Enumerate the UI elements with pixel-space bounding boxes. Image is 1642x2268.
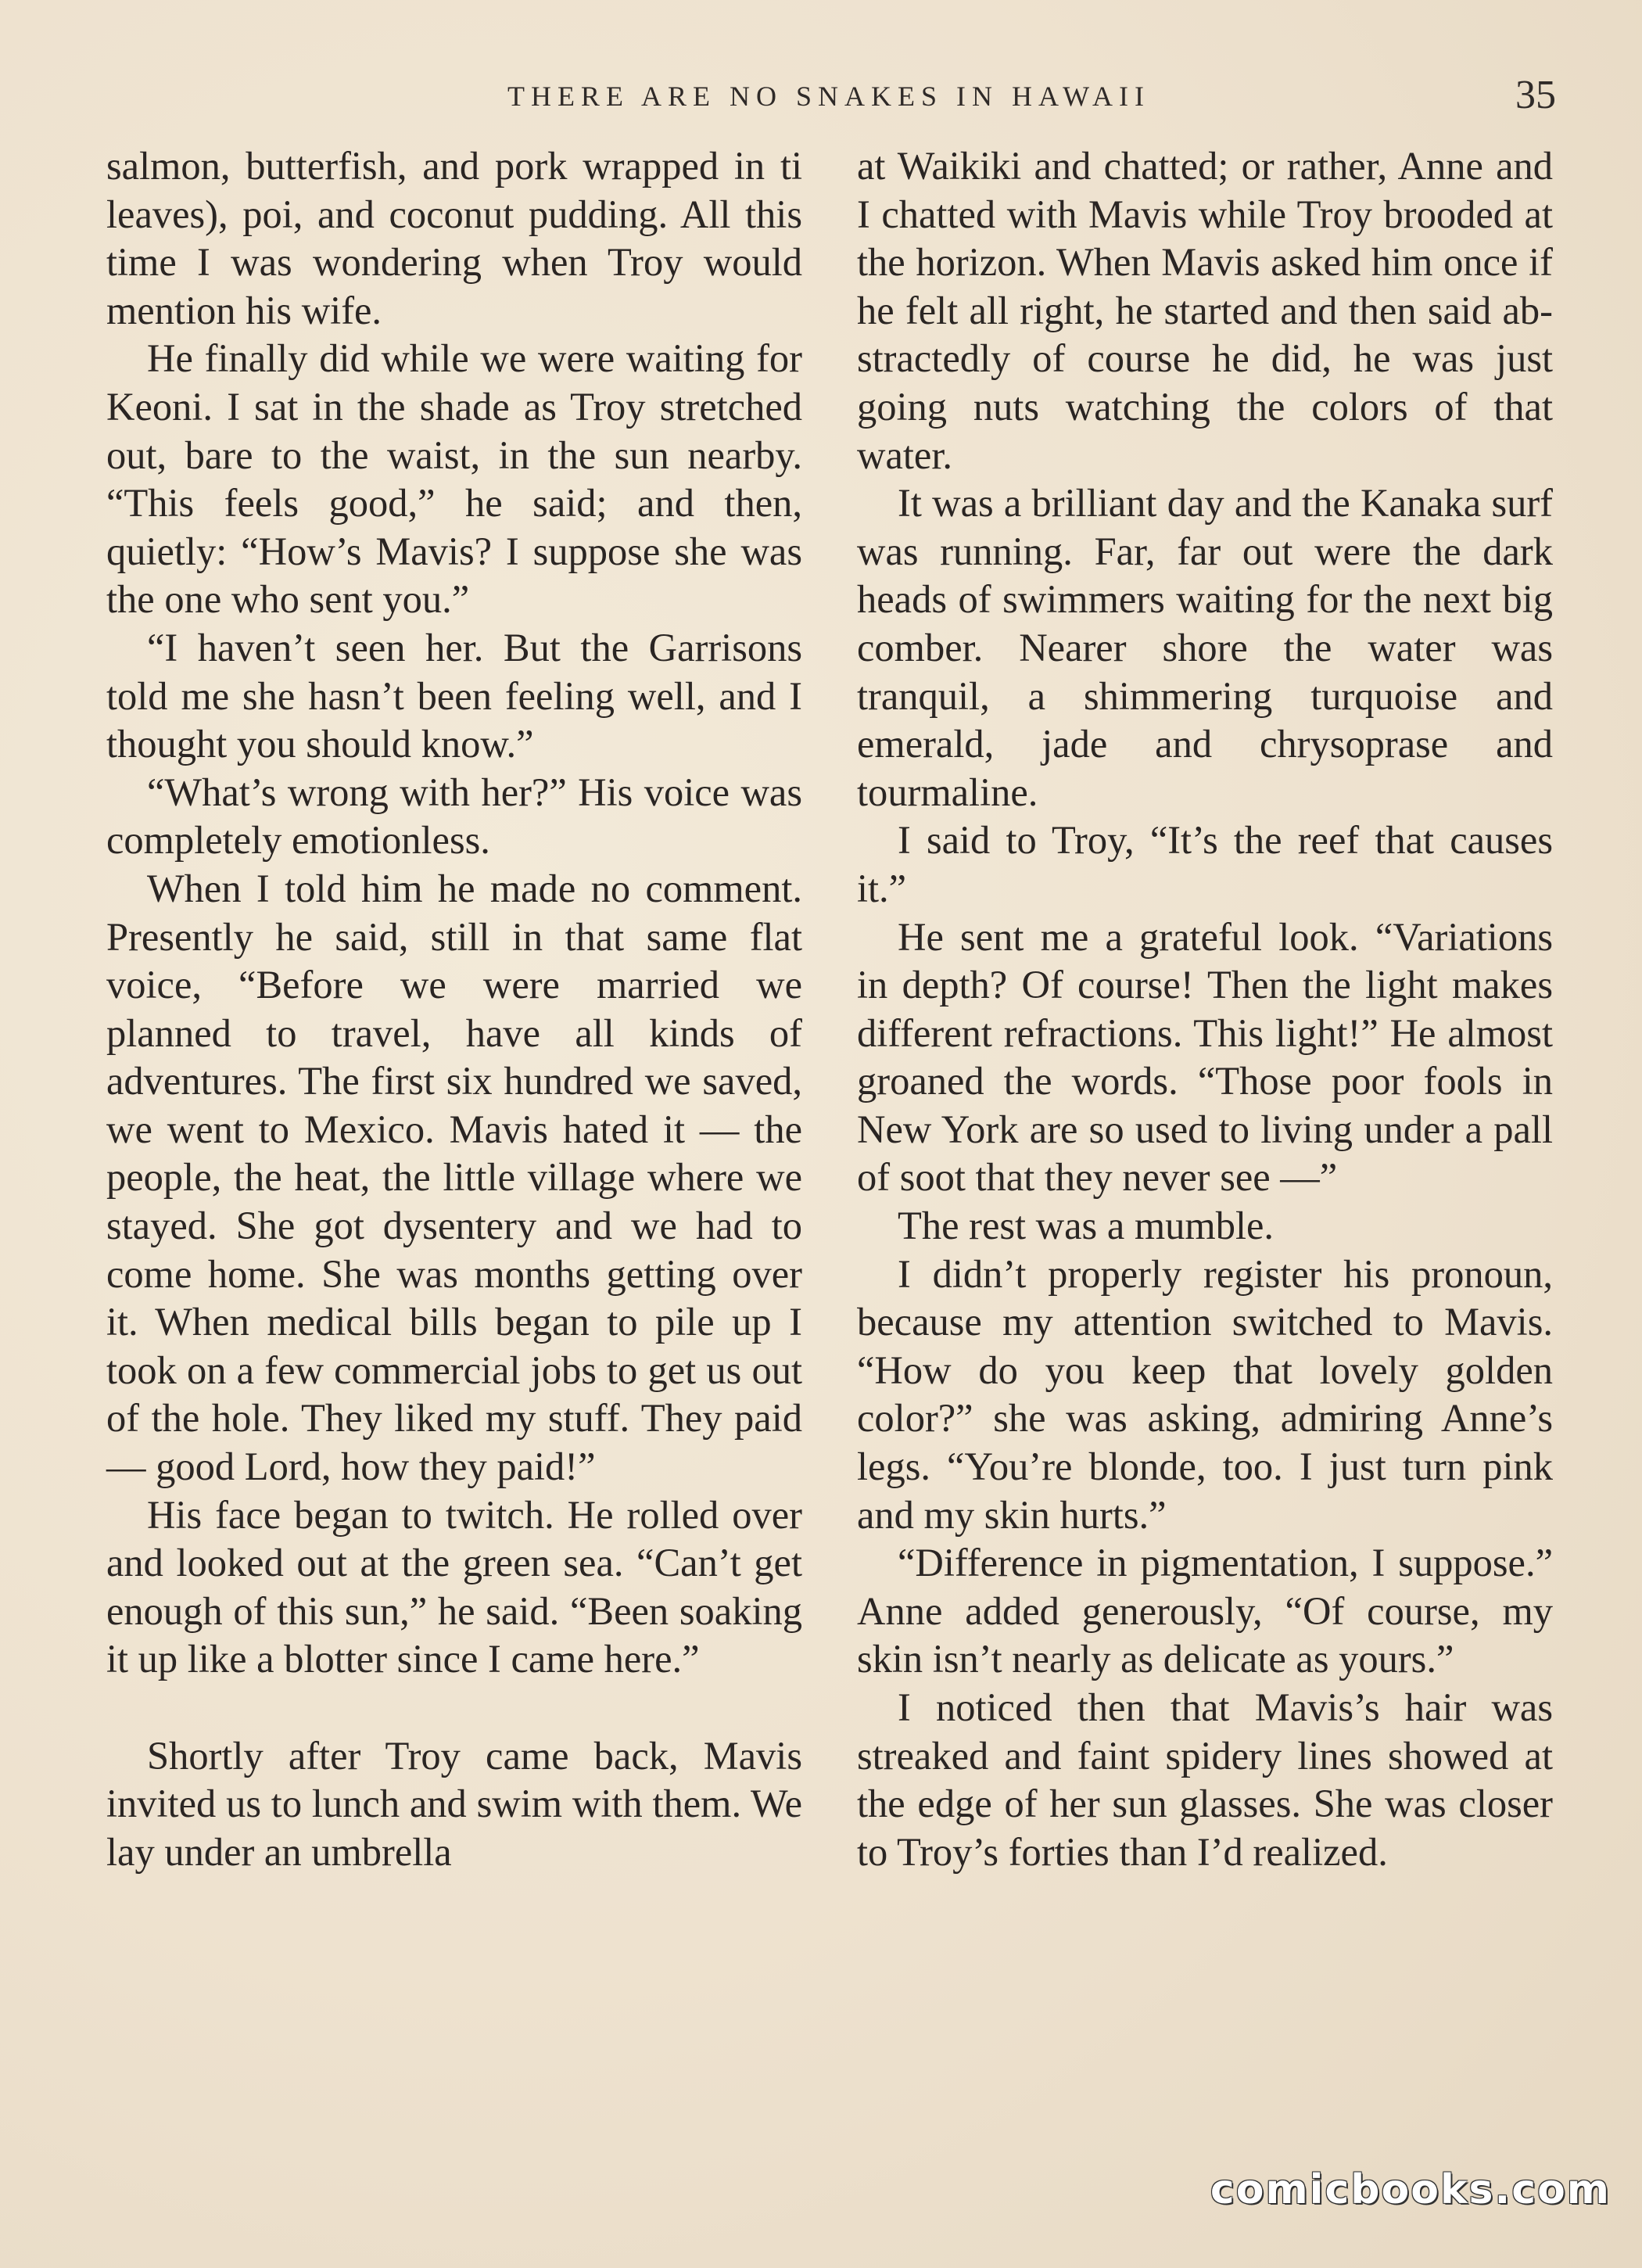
paragraph: at Waikiki and chatted; or rather, Anne and I chatted with Mavis while Troy brooded at the horizon. When Mavis asked him once if he felt all right, he started and then said abstractedly of course he did, he was just going nuts watching the colors of that water. — [857, 144, 1553, 477]
left-column — [106, 142, 802, 1876]
paragraph: salmon, butterfish, and pork wrapped in ti leaves), poi, and coconut pudding. All this time I was wondering when Troy would mention his wife. — [106, 144, 802, 332]
paragraph: “Difference in pigmentation, I suppose.” Anne added generously, “Of course, my skin isn’t nearly as delicate as yours.” — [857, 1541, 1553, 1681]
page-header — [102, 72, 1556, 127]
running-head: THERE ARE NO SNAKES IN HAWAII — [507, 81, 1151, 112]
paragraph: He sent me a grateful look. “Variations in depth? Of course! Then the light makes different refractions. This light!” He almost groaned the words. “Those poor fools in New York are so used to living under a pall of soot that they never see —” — [857, 914, 1553, 1200]
paragraph: I said to Troy, “It’s the reef that causes it.” — [857, 818, 1553, 910]
watermark: comicbooks.com — [1210, 2166, 1611, 2213]
right-column — [857, 142, 1553, 1876]
paragraph: I didn’t properly register his pronoun, because my attention switched to Mavis. “How do you keep that lovely golden color?” she was asking, admiring Anne’s legs. “You’re blonde, too. I just turn pink and my skin hurts.” — [857, 1251, 1553, 1537]
paragraph: I noticed then that Mavis’s hair was streaked and faint spidery lines showed at the edge of her sun glasses. She was closer to Troy’s forties than I’d realized. — [857, 1685, 1553, 1874]
page-number: 35 — [1515, 73, 1556, 117]
paragraph: He finally did while we were waiting for Keoni. I sat in the shade as Troy stretched out, bare to the waist, in the sun nearby. “This feels good,” he said; and then, quietly: “How’s Mavis? I suppose she was the one who sent you.” — [106, 336, 802, 622]
paragraph: It was a brilliant day and the Kanaka surf was running. Far, far out were the dark heads of swimmers waiting for the next big comber. Nearer shore the water was tranquil, a shimmering turquoise and emerald, jade and chrysoprase and tourmaline. — [857, 481, 1553, 814]
paragraph: When I told him he made no comment. Presently he said, still in that same flat voice, “Before we were married we planned to travel, have all kinds of adventures. The first six hundred we saved, we went to Mexico. Mavis hated it — the people, the heat, the little village where we stayed. She got dysentery and we had to come home. She was months getting over it. When medical bills began to pile up I took on a few commercial jobs to get us out of the hole. They liked my stuff. They paid — good Lord, how they paid!” — [106, 866, 802, 1489]
paragraph: “What’s wrong with her?” His voice was completely emotionless. — [106, 770, 802, 863]
paragraph: “I haven’t seen her. But the Garrisons told me she hasn’t been feeling well, and I thought you should know.” — [106, 625, 802, 766]
paragraph: His face began to twitch. He rolled over and looked out at the green sea. “Can’t get enough of this sun,” he said. “Been soaking it up like a blotter since I came here.” — [106, 1492, 802, 1681]
paragraph: Shortly after Troy came back, Mavis invited us to lunch and swim with them. We lay under an umbrella — [106, 1733, 802, 1874]
paragraph: The rest was a mumble. — [898, 1204, 1275, 1248]
